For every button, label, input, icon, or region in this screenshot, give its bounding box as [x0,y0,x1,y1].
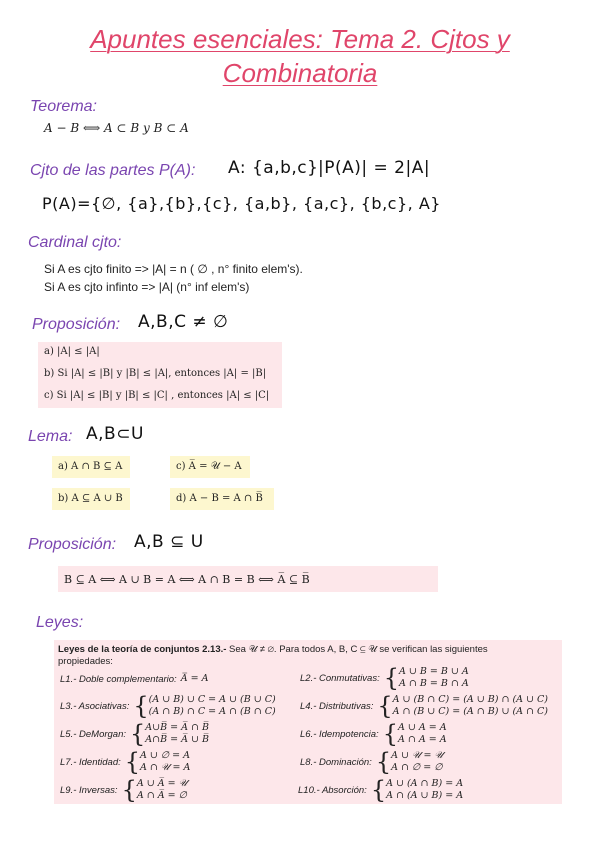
law-l2 [300,666,469,690]
lema-item-c: c) A̅ = 𝒰 − A [176,461,242,472]
law-l1-line-1: A̿ = A [180,673,209,684]
law-l5-line-1: A∪B̅ = A̅ ∩ B̅ [145,722,209,733]
partes-handwritten-powerset: P(A)={∅, {a},{b},{c}, {a,b}, {a,c}, {b,c}, A} [42,194,441,213]
leyes-intro [58,644,558,668]
law-l2-brace: { [383,664,400,692]
lema-item-a: a) A ∩ B ⊆ A [58,461,123,472]
partes-heading: Cjto de las partes P(A): [30,162,196,179]
proposicion2-heading: Proposición: [28,536,117,553]
law-l9-label: L9.- Inversas: [60,784,118,796]
law-l3-formula [149,694,276,718]
lema-item-d-box [170,488,274,510]
proposicion2-handwritten-note: A,B ⊆ U [134,532,204,552]
proposicion1-item-c: c) Si |A| ≤ |B| y |B| ≤ |C| , entonces |A| ≤ |C| [44,390,270,401]
law-l8-brace: { [375,748,392,776]
law-l1 [60,670,208,688]
law-l4-label: L4.- Distributivas: [300,700,374,712]
law-l3-brace: { [133,692,149,720]
title-line-1: Apuntes esenciales: Tema 2. Cjtos y [90,24,510,54]
law-l7 [60,750,190,774]
law-l1-label: L1.- Doble complementario: [60,673,177,685]
law-l3-line-1: (A ∪ B) ∪ C = A ∪ (B ∪ C) [148,694,276,705]
law-l4-formula [393,694,548,718]
leyes-intro-title: Leyes de la teoría de conjuntos 2.13.- [58,644,227,655]
lema-heading: Lema: [28,428,73,445]
lema-item-a-box [52,456,130,478]
law-l2-line-2: A ∩ B = B ∩ A [399,678,469,689]
lema-item-c-box [170,456,250,478]
lema-item-b-box [52,488,130,510]
law-l6-label: L6.- Idempotencia: [300,728,379,740]
law-l3-line-2: (A ∩ B) ∩ C = A ∩ (B ∩ C) [148,706,276,717]
law-l7-brace: { [124,748,141,776]
law-l6 [300,722,447,746]
law-l8-line-1: A ∪ 𝒰 = 𝒰 [391,750,444,761]
law-l3-label: L3.- Asociativas: [60,700,130,712]
law-l6-line-2: A ∩ A = A [397,734,447,745]
law-l4-line-1: A ∪ (B ∩ C) = (A ∪ B) ∩ (A ∪ C) [392,694,548,705]
leyes-heading: Leyes: [36,614,84,631]
proposicion1-item-a: a) |A| ≤ |A| [44,346,100,357]
law-l4-brace: { [377,692,393,720]
law-l3 [60,694,276,718]
leyes-box [54,640,562,804]
law-l9-brace: { [121,776,137,804]
law-l8 [300,750,443,774]
cardinal-infinite-line: Si A es cjto infinto => |A| (n° inf elem's) [44,280,250,294]
law-l4 [300,694,548,718]
law-l9-line-1: A ∪ A̅ = 𝒰 [136,778,188,789]
leyes-intro-line2: propiedades: [58,656,113,667]
law-l8-line-2: A ∩ ∅ = ∅ [391,762,443,773]
law-l10-label: L10.- Absorción: [298,784,367,796]
partes-handwritten-cardinal: |P(A)| = 2|A| [318,158,431,178]
law-l8-label: L8.- Dominación: [300,756,372,768]
law-l9 [60,778,187,802]
law-l7-label: L7.- Identidad: [60,756,121,768]
proposicion1-heading: Proposición: [32,316,121,333]
lema-item-b: b) A ⊆ A ∪ B [58,493,123,504]
partes-handwritten-set: A: {a,b,c} [228,158,319,178]
law-l8-formula [391,750,443,774]
law-l1-formula [181,673,209,685]
leyes-intro-text: Sea 𝒰 ≠ ∅. Para todos A, B, C ⊆ 𝒰 se verifican las siguientes [226,644,488,655]
law-l4-line-2: A ∩ (B ∪ C) = (A ∩ B) ∪ (A ∩ C) [392,706,548,717]
law-l9-formula [137,778,187,802]
law-l5-brace: { [130,720,146,748]
teorema-heading: Teorema: [30,98,97,115]
law-l6-line-1: A ∪ A = A [397,722,447,733]
proposicion2-box [58,566,438,592]
proposicion2-formula: B ⊆ A ⟺ A ∪ B = A ⟺ A ∩ B = B ⟺ A̅ ⊆ B̅ [64,573,310,586]
law-l2-label: L2.- Conmutativas: [300,672,380,684]
law-l5-label: L5.- DeMorgan: [60,728,127,740]
lema-handwritten-note: A,B⊂U [86,424,144,444]
law-l2-line-1: A ∪ B = B ∪ A [399,666,469,677]
law-l2-formula [399,666,469,690]
teorema-formula: A − B ⟺ A ⊂ B y B ⊂ A [44,121,189,135]
law-l5 [60,722,209,746]
law-l10 [298,778,463,802]
law-l10-line-1: A ∪ (A ∩ B) = A [386,778,464,789]
law-l5-formula [145,722,209,746]
law-l5-line-2: A∩B̅ = A̅ ∪ B̅ [145,734,209,745]
cardinal-finite-line: Si A es cjto finito => |A| = n ( ∅ , n° finito elem's). [44,262,303,276]
law-l10-brace: { [370,776,387,804]
law-l10-line-2: A ∩ (A ∪ B) = A [386,790,464,801]
cardinal-heading: Cardinal cjto: [28,234,122,251]
proposicion1-item-b: b) Si |A| ≤ |B| y |B| ≤ |A|, entonces |A| = |B| [44,368,267,379]
law-l6-brace: { [382,720,398,748]
proposicion1-handwritten-note: A,B,C ≠ ∅ [138,312,229,332]
title-line-2: Combinatoria [222,58,378,88]
law-l6-formula [398,722,447,746]
law-l7-line-1: A ∪ ∅ = A [140,750,191,761]
page-title [0,22,600,90]
law-l9-line-2: A ∩ A̅ = ∅ [136,790,187,801]
lema-item-d: d) A − B = A ∩ B̅ [176,493,263,504]
proposicion1-box [38,342,282,408]
law-l10-formula [386,778,463,802]
law-l7-line-2: A ∩ 𝒰 = A [140,762,191,773]
law-l7-formula [140,750,190,774]
